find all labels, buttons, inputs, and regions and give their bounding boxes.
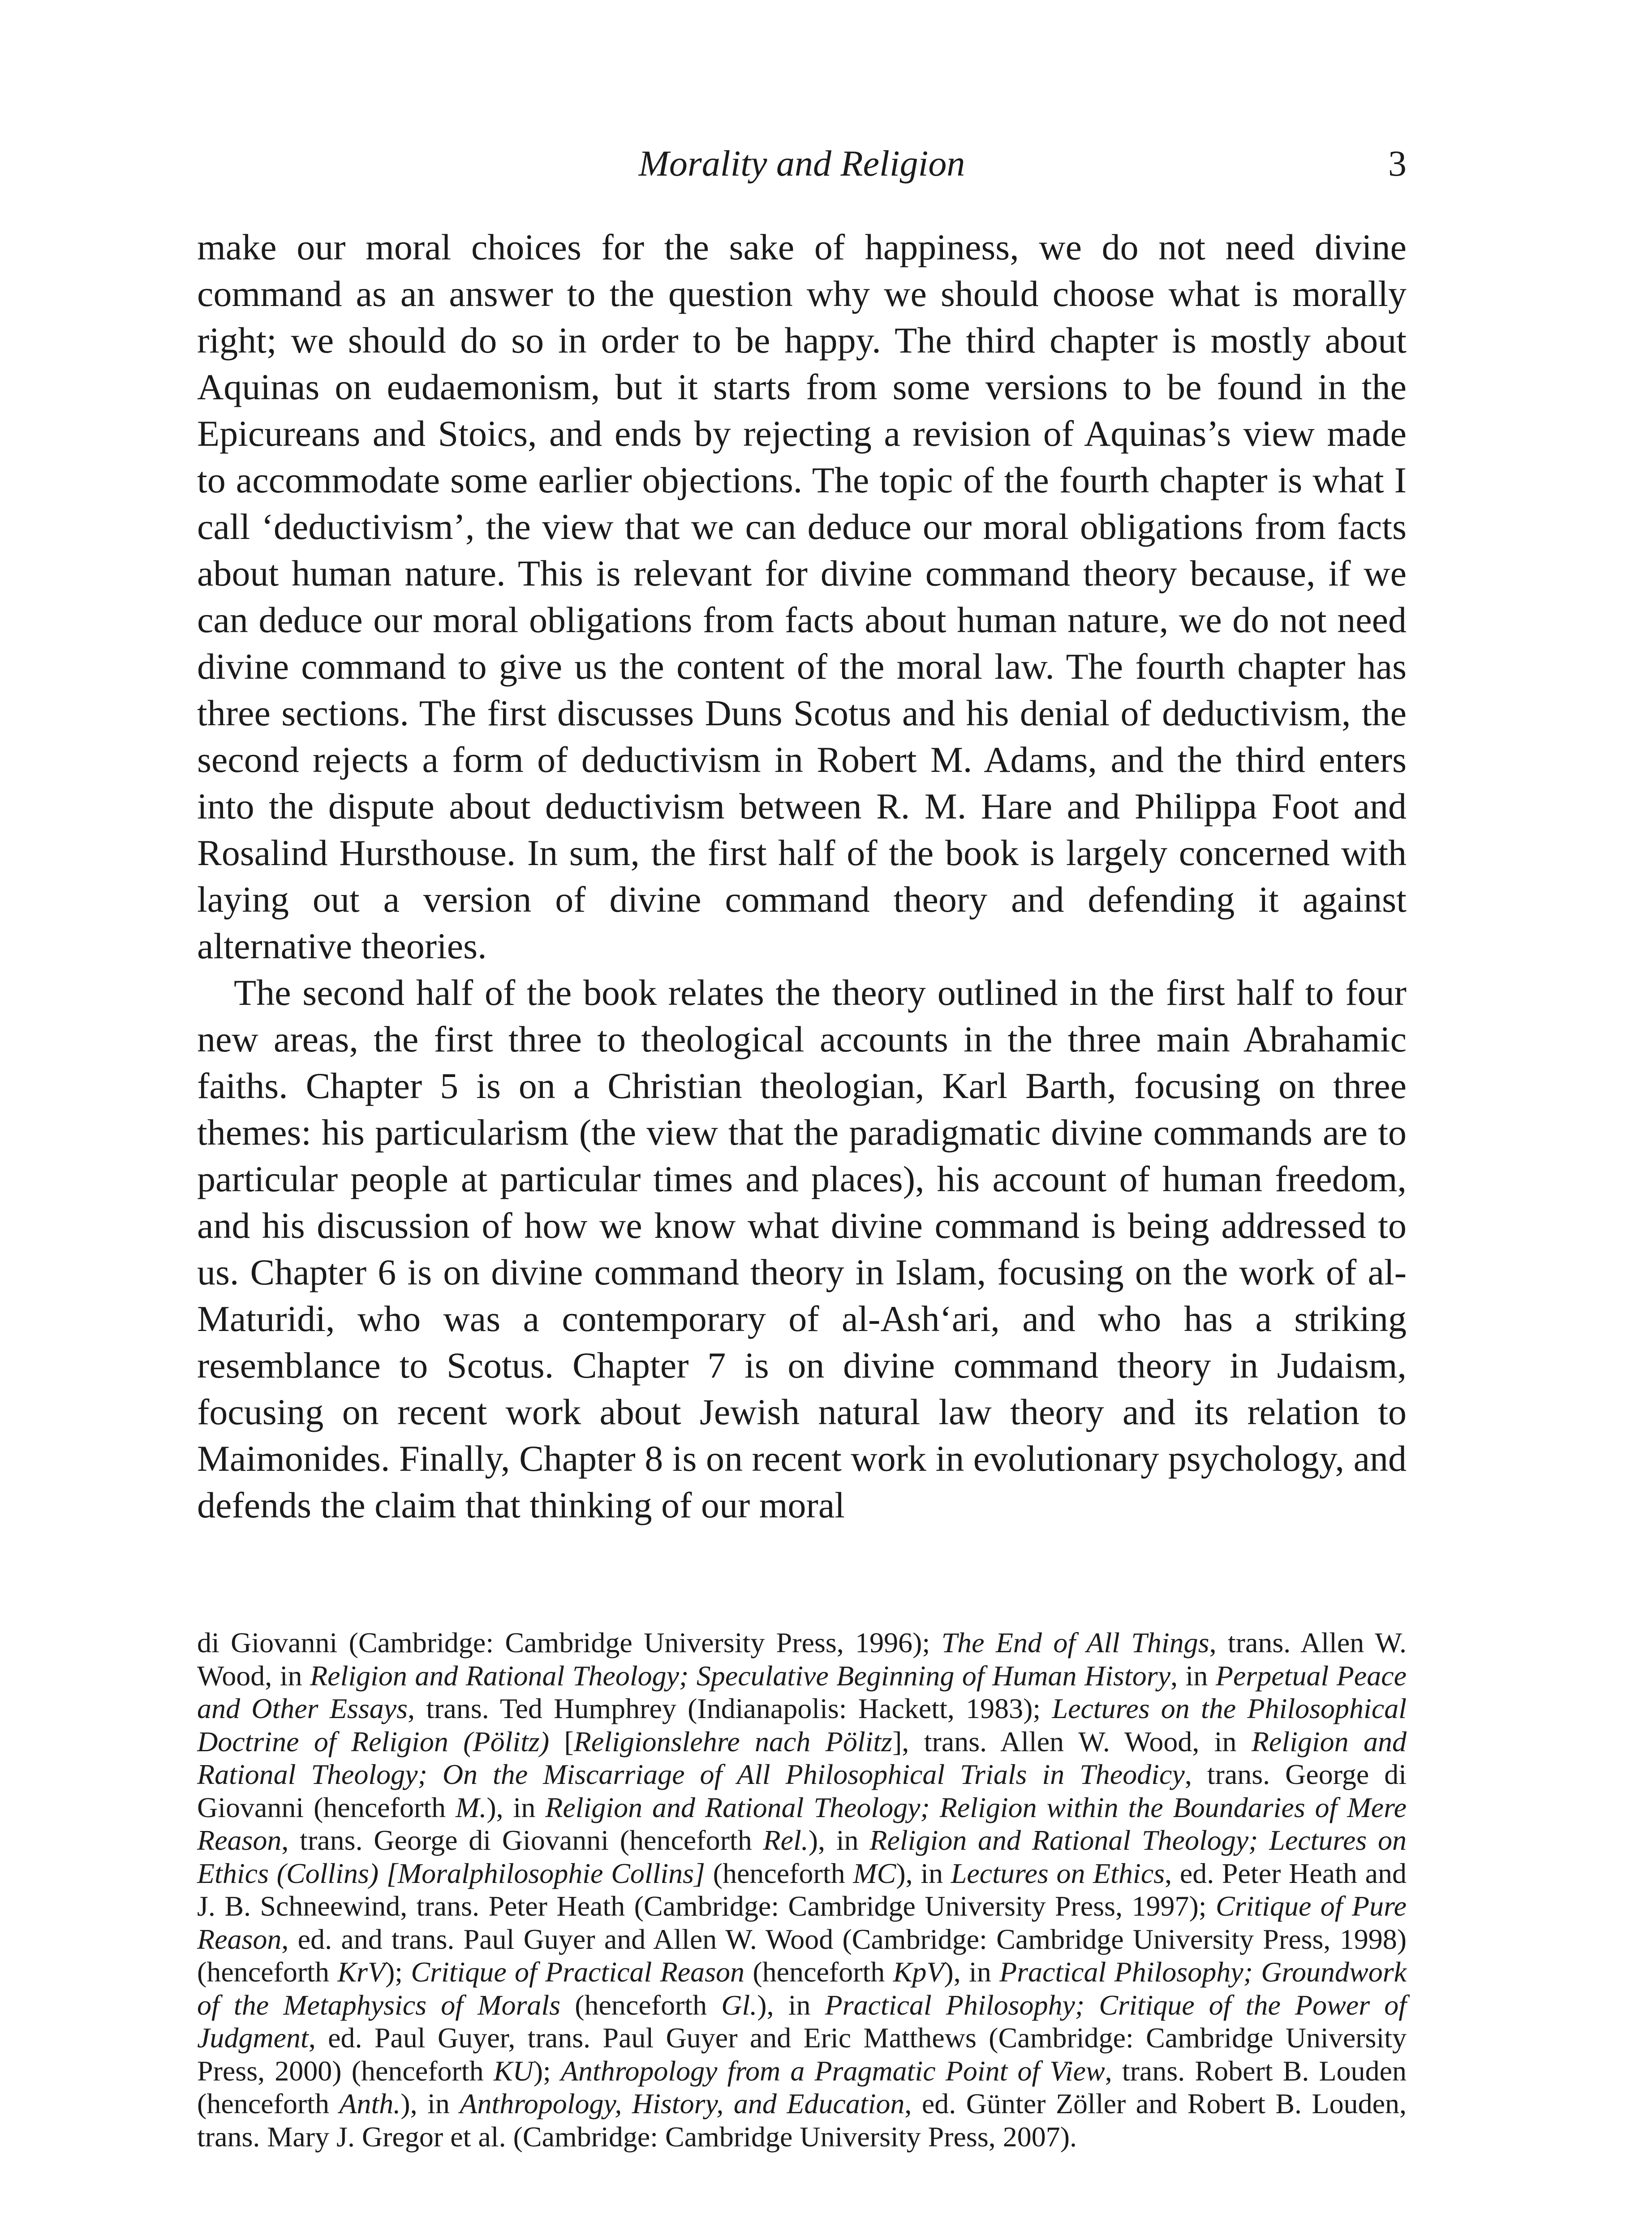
footnote-text: ), in bbox=[486, 1791, 546, 1823]
footnote-text: ); bbox=[533, 2055, 561, 2087]
footnote-text: , ed. Peter Heath and J. B. Schneewind, trans. Peter Heath (Cambridge: Cambridge University Press, 1997); bbox=[197, 1857, 1407, 1922]
footnote-title: KrV bbox=[337, 1956, 385, 1988]
body-paragraph: make our moral choices for the sake of happiness, we do not need divine command as an answer to the question why we should choose what is morally right; we should do so in order to be happy. The third chapter is mostly about Aquinas on eudaemonism, but it starts from some versions to be found in the Epicureans and Stoics, and ends by rejecting a revision of Aquinas’s view made to accommodate some earlier objections. The topic of the fourth chapter is what I call ‘deductivism’, the view that we can deduce our moral obligations from facts about human nature. This is relevant for divine command theory because, if we can deduce our moral obligations from facts about human nature, we do not need divine command to give us the content of the moral law. The fourth chapter has three sections. The first discusses Duns Scotus and his denial of deductivism, the second rejects a form of deductivism in Robert M. Adams, and the third enters into the dispute about deductivism between R. M. Hare and Philippa Foot and Rosalind Hursthouse. In sum, the first half of the book is largely concerned with laying out a version of divine command theory and defending it against alternative theories. bbox=[197, 227, 1407, 966]
footnote-text: ), in bbox=[896, 1857, 951, 1889]
footnote-text: , trans. Allen W. Wood, in bbox=[197, 1627, 1407, 1692]
footnote-text: , trans. George di Giovanni (henceforth bbox=[281, 1824, 763, 1856]
footnote-title: KpV bbox=[893, 1956, 944, 1988]
footnote-title: Anthropology, History, and Education bbox=[460, 2088, 905, 2119]
footnote-text: (henceforth bbox=[705, 1857, 853, 1889]
footnote-title: Practical Philosophy; Groundwork of the Metaphysics of Morals bbox=[197, 1956, 1407, 2021]
footnote-title: Anth. bbox=[339, 2088, 401, 2119]
footnote-text: , trans. Robert B. Louden (henceforth bbox=[197, 2055, 1407, 2119]
footnote-title: Critique of Practical Reason bbox=[411, 1956, 745, 1988]
footnote-title: MC bbox=[853, 1857, 896, 1889]
footnote-text: [ bbox=[549, 1725, 574, 1758]
footnote-title: Religionslehre nach Pölitz bbox=[573, 1725, 893, 1758]
footnote-text: , trans. George di Giovanni (henceforth bbox=[197, 1758, 1407, 1823]
footnote-title: Religion and Rational Theology; Lectures on Ethics (Collins) [Moralphilosophie Collins] bbox=[197, 1824, 1407, 1889]
footnote-text: (henceforth bbox=[560, 1989, 722, 2021]
footnote-text: ), in bbox=[757, 1989, 825, 2021]
footnote-title: KU bbox=[493, 2055, 533, 2087]
footnote-text: ), in bbox=[944, 1956, 1000, 1988]
footnote-text: , in bbox=[1170, 1659, 1216, 1692]
footnote bbox=[197, 1626, 1407, 2153]
footnote-title: Critique of Pure Reason bbox=[197, 1890, 1407, 1955]
footnote-title: Lectures on Ethics bbox=[951, 1857, 1165, 1889]
footnote-title: The End of All Things bbox=[941, 1627, 1209, 1658]
footnote-title: Lectures on the Philosophical Doctrine of Religion (Pölitz) bbox=[197, 1693, 1407, 1758]
footnote-text: (henceforth bbox=[744, 1956, 893, 1988]
footnote-text: ); bbox=[385, 1956, 411, 1988]
footnote-title: Rel. bbox=[763, 1824, 809, 1856]
footnote-text: ), in bbox=[400, 2088, 460, 2119]
page-number: 3 bbox=[1388, 143, 1407, 184]
running-head bbox=[197, 134, 1407, 193]
footnote-text: ), in bbox=[808, 1824, 870, 1856]
footnote-title: Religion and Rational Theology; On the Miscarriage of All Philosophical Trials in Theodicy bbox=[197, 1725, 1407, 1790]
footnote-title: Perpetual Peace and Other Essays bbox=[197, 1659, 1407, 1724]
footnote-text: , ed. and trans. Paul Guyer and Allen W. Wood (Cambridge: Cambridge University Press, 1998) (henceforth bbox=[197, 1923, 1407, 1988]
footnote-title: Anthropology from a Pragmatic Point of View bbox=[560, 2055, 1105, 2087]
footnote-text: , trans. Ted Humphrey (Indianapolis: Hackett, 1983); bbox=[408, 1693, 1052, 1724]
footnote-text: , ed. Paul Guyer, trans. Paul Guyer and Eric Matthews (Cambridge: Cambridge University Press, 2000) (henceforth bbox=[197, 2022, 1407, 2087]
running-title: Morality and Religion bbox=[638, 143, 965, 184]
footnote-text: , ed. Günter Zöller and Robert B. Louden, trans. Mary J. Gregor et al. (Cambridge: Cambridge University Press, 2007). bbox=[197, 2088, 1407, 2153]
footnote-text: di Giovanni (Cambridge: Cambridge University Press, 1996); bbox=[197, 1627, 942, 1658]
footnote-title: Gl. bbox=[721, 1989, 757, 2021]
body-paragraph: The second half of the book relates the theory outlined in the first half to four new areas, the first three to theological accounts in the three main Abrahamic faiths. Chapter 5 is on a Christian theologian, Karl Barth, focusing on three themes: his particularism (the view that the paradigmatic divine commands are to particular people at particular times and places), his account of human freedom, and his discussion of how we know what divine command is being addressed to us. Chapter 6 is on divine command theory in Islam, focusing on the work of al-Maturidi, who was a contemporary of al-Ash‘ari, and who has a striking resemblance to Scotus. Chapter 7 is on divine command theory in Judaism, focusing on recent work about Jewish natural law theory and its relation to Maimonides. Finally, Chapter 8 is on recent work in evolutionary psychology, and defends the claim that thinking of our moral bbox=[197, 972, 1407, 1525]
footnote-title: M. bbox=[456, 1791, 487, 1823]
footnote-title: Religion and Rational Theology; Speculative Beginning of Human History bbox=[310, 1659, 1171, 1692]
footnote-title: Practical Philosophy; Critique of the Power of Judgment bbox=[197, 1989, 1407, 2054]
footnote-text: ], trans. Allen W. Wood, in bbox=[892, 1725, 1252, 1758]
footnote-title: Religion and Rational Theology; Religion within the Boundaries of Mere Reason bbox=[197, 1791, 1407, 1856]
body-text bbox=[197, 224, 1407, 1529]
